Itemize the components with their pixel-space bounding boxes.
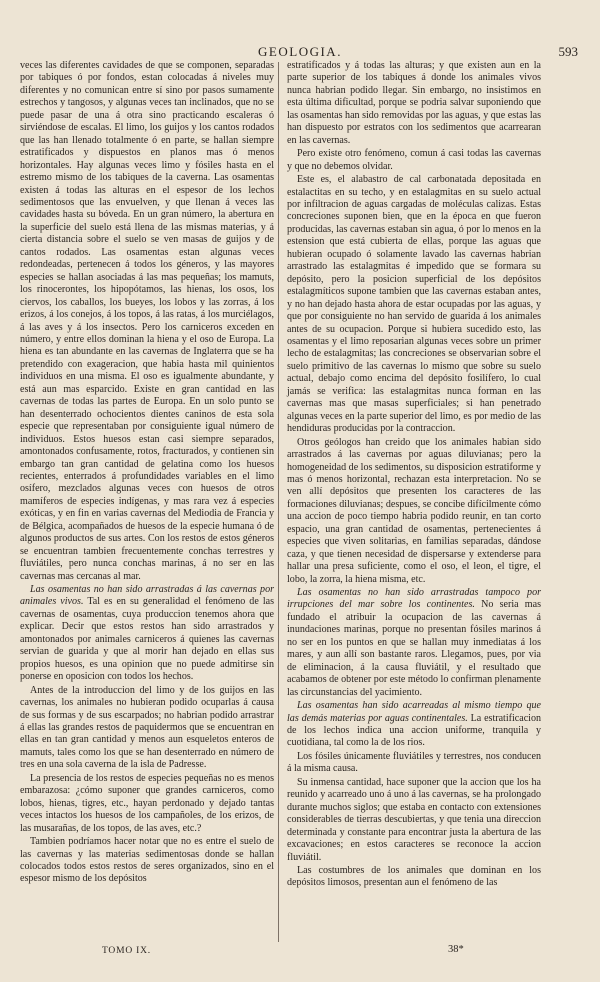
paragraph <box>287 437 541 586</box>
paragraph-text: veces las diferentes cavidades de que se componen, separadas por tabiques ó por fondos, estan colocadas á niveles muy diferentes y no comunican entre sí sino por pasos sumamente estrechos y tangosos, y algunas veces tan inclinados, que no se puede pasar de una á otra sino practicando escaleras ó sirviéndose de escalas. El limo, los guijos y los cantos rodados que las han llenado totalmente ó en parte, se hallan siempre estratificados y dispuestos en planos mas ó menos horizontales. Hay algunas veces limo y fósiles hasta en el estremo mismo de los tabiques de la caverna. Las osamentas existen á todas las alturas en el espesor de los lechos sedimentosos que las envuelven, y que llenan á veces las cavidades hasta su bóveda. En un gran número, la abertura en la superficie del suelo está llena de las mismas materias, y á cierta distancia sobre el suelo se ven masas de guijos y de cantos rodados. Las osamentas estan algunas veces redondeadas, pertenecen á todos los géneros, y las mayores especies se hallan asociadas á las mas pequeñas; los mamuts, los rinocerontes, los hipopótamos, las hienas, los osos, los ciervos, los caballos, los bueyes, los lobos y las zorras, á los erizos, á los conejos, á los topos, á las ratas, á los murciélagos, á las aves y á los insectos. Pero los carniceros exceden en número, y entre ellos dominan la hiena y el oso de Europa. La hiena es tan abundante en las cavernas de Inglaterra que se ha pretendido con exageracion, que habia hasta mil quinientos individuos en una misma. El oso es igualmente abundante, y está aun mas esparcido. Existe en gran cantidad en las cavernas de todas las partes de Europa. En un solo punto se han desenterrado ochocientos dientes caninos de esta sola especie que representaban por consiguiente igual número de individuos. Estos huesos estan casi siempre separados, amontonados confusamente, rotos, fracturados, y contienen sin embargo tan gran cantidad de gelatina como los huesos recientes, enterrados á profundidades variables en el limo osífero, mezclados algunas veces con huesos de otros mamíferos de especies indígenas, y mas rara vez á especies exóticas, y en fin en varias cavernas del Mediodia de Francia y de Bélgica, acompañados de huesos de la especie humana ó de algunos productos de sus artes. Con los restos de estos géneros se encuentran tambien frecuentemente conchas terrestres y fluviátiles, pero nunca conchas marinas, á no ser en las cavernas mas cercanas al mar. <box>20 60 274 582</box>
paragraph-text: Otros geólogos han creido que los animales habian sido arrastrados á las cavernas por aguas diluvianas; pero la homogeneidad de los sedimentos, su disposicion estratiforme y mas ó menos horizontal, rechazan esta interpretacion. No se ven allí depósitos que presenten los caracteres de las formaciones diluvianas; despues, se concibe difícilmente cómo una accion de poco tiempo habria podido reunir, en tan corto espacio, una gran cantidad de osamentas, pertenecientes á especies que viven solitarias, en familias separadas, dándose caza, y que tienen necesidad de dispersarse y extenderse para hallar una presa suficiente, como el oso, el leon, el tigre, el lobo, la zorra, la hiena misma, etc. <box>287 436 541 585</box>
italic-heading: Las osamentas no han sido arrastradas tampoco por irrupciones del mar sobre los continentes. <box>287 587 541 611</box>
left-column <box>20 60 274 887</box>
paragraph <box>20 60 274 583</box>
column-divider <box>278 62 279 942</box>
paragraph-text: Las costumbres de los animales que dominan en los depósitos limosos, presentan aun el fenómeno de las <box>287 865 541 889</box>
paragraph-text: La estratificacion de los lechos indica una accion uniforme, tranquila y cuotidiana, tal como la de los rios. <box>287 712 541 749</box>
paragraph-text: Este es, el alabastro de cal carbonatada depositada en estalactitas en su techo, y en estalagmitas en su suelo actual por infiltracion de aguas cargadas de moléculas calizas. Estas concreciones suponen bien, que en la época en que fueron producidas, las cavernas estaban sin agua, ó por lo menos en la estension que está cubierta de ellas, porque las aguas que hubieran ocupado ó solamente lavado las cavernas habrian arrastrado las estalagmitas é impedido que se formara su depósito, pero la posicion superficial de los depósitos estalagmíticos supone tambien que las cavernas estaban antes, y no han dejado hasta ahora de estar ocupadas por las aguas, y que por consiguiente no han servido de guarida á los animales antes de su ocupacion. Porque si hubiera sucedido esto, las osamentas y el limo reposarian algunas veces sobre un primer lecho de estalagmitas; las concreciones se observarian sobre el suelo primitivo de las cavernas lo mismo que sobre su suelo actual, debajo como encima del depósito fosilífero, lo cual jamás se verifica: las estalagmitas nunca forman en las cavernas mas que masas superficiales; si han penetrado algunas veces en la parte superior del limo, es por medio de las hendiduras producidas por la contraccion. <box>287 174 541 435</box>
italic-heading: Las osamentas han sido acarreadas al mismo tiempo que las demás materias por aguas continentales. <box>287 700 541 724</box>
paragraph <box>20 584 274 684</box>
volume-label: TOMO IX. <box>102 946 151 956</box>
paragraph <box>20 773 274 835</box>
paragraph-text: estratificados y á todas las alturas; y que existen aun en la parte superior de los tabiques á donde los animales vivos nunca habrian podido llegar. Sin embargo, no insistimos en esta última dificultad, porque se podria salvar suponiendo que las osamentas han sido removidas por las aguas, y que estas las han dispuesto por estratos con los sedimentos que acarrearan en las cavernas. <box>287 60 541 146</box>
paragraph <box>287 148 541 173</box>
paragraph-text: Tambien podríamos hacer notar que no es entre el suelo de las cavernas y las materias sedimentosas donde se hallan colocados todos estos restos de seres organizados, sino en el espesor mismo de los depósitos <box>20 836 274 885</box>
signature-mark: 38* <box>448 944 464 955</box>
paragraph <box>287 60 541 147</box>
page-number: 593 <box>558 44 578 59</box>
paragraph-text: Pero existe otro fenómeno, comun á casi todas las cavernas y que no debemos olvidar. <box>287 148 541 172</box>
paragraph <box>287 865 541 890</box>
paragraph <box>287 700 541 750</box>
paragraph <box>287 587 541 699</box>
paragraph-text: Los fósiles únicamente fluviátiles y terrestres, nos conducen á la misma causa. <box>287 750 541 775</box>
paragraph <box>20 836 274 886</box>
paragraph-text: No seria mas fundado el atribuir la ocupacion de las cavernas á inundaciones marinas, porque no presentan fósiles marinos á no ser en los puntos en que se hallan muy inmediatas á los mares, y aun allí son bastante raros. Llegamos, pues, por via de eliminacion, á la causa fluviátil, y el resultado que acabamos de obtener por este método lo confirman plenamente las circunstancias del yacimiento. <box>287 599 541 698</box>
paragraph-text: La presencia de los restos de especies pequeñas no es menos embarazosa: ¿cómo suponer que grandes carniceros, como lobos, hienas, tigres, etc., hayan perdonado y dejado tantas veces intactos los huesos de los campañoles, de los erizos, de las musarañas, de los topos, de las aves, etc.? <box>20 772 274 834</box>
running-title: GEOLOGIA. <box>258 44 342 59</box>
paragraph <box>20 685 274 772</box>
italic-heading: Las osamentas no han sido arrastradas á las cavernas por animales vivos. <box>20 584 274 608</box>
paragraph <box>287 777 541 864</box>
right-column <box>287 60 541 891</box>
paragraph <box>287 751 541 776</box>
paragraph <box>287 174 541 436</box>
paragraph-text: Tal es en su generalidad el fenómeno de las cavernas de osamentas, cuya produccion tenemos ahora que explicar. Decir que estos restos han sido arrastrados y amontonados por animales carniceros á quienes las cavernas servian de guarida y que al morir han dejado en ellas sus propios huesos, es una opinion que no puede admitirse sin ponerse en oposicion con todos los hechos. <box>20 596 274 683</box>
paragraph-text: Antes de la introduccion del limo y de los guijos en las cavernas, los animales no hubieran podido ocuparlas á causa de sus formas y de sus escarpados; no habrian podido arrastrar á ellas las grandes restos de paquidermos que se encuentran en ellas en tan gran cantidad y menos aun esqueletos enteros de mamuts, tales como los que se han desenterrado en número de tres en una sola caverna de la isla de Padresse. <box>20 684 274 771</box>
paragraph-text: Su inmensa cantidad, hace suponer que la accion que los ha reunido y acarreado uno á uno á las cavernas, se ha prolongado durante muchos siglos; que estaba en contacto con extensiones considerables de tierras descubiertas, y que tenia una direccion determinada y constante para encontrar justa la abertura de las excavaciones; en estos caracteres se reconoce la accion fluviátil. <box>287 776 541 863</box>
